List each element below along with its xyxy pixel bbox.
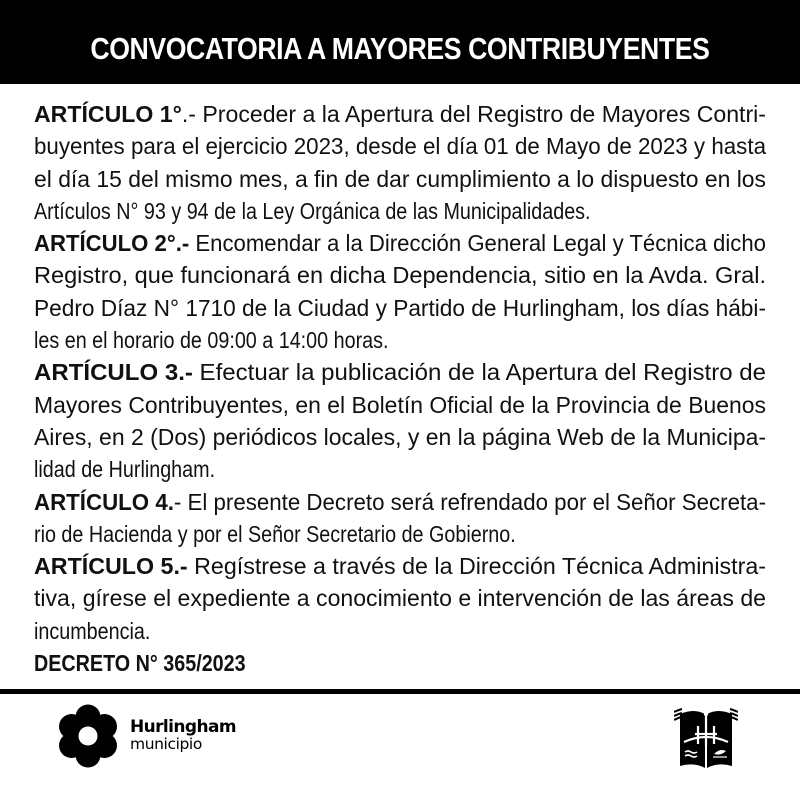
article-heading: ARTÍCULO 1° — [34, 101, 182, 127]
article-5-line — [34, 550, 766, 582]
article-text: Artículos N° 93 y 94 de la Ley Orgánica de las Municipalidades. — [34, 197, 591, 224]
article-text: Encomendar a la Dirección General Legal y Técnica dicho — [189, 230, 767, 257]
article-3-line — [34, 453, 766, 485]
article-heading: ARTÍCULO 4. — [34, 488, 174, 515]
article-text: Regístrese a través de la Dirección Técnica Administra- — [187, 553, 766, 580]
article-3-line — [34, 389, 766, 421]
article-text: el día 15 del mismo mes, a fin de dar cumplimiento a lo dispuesto en los — [34, 165, 766, 192]
article-heading: DECRETO N° 365/2023 — [34, 650, 246, 677]
article-text: buyentes para el ejercicio 2023, desde el día 01 de Mayo de 2023 y hasta — [34, 133, 766, 160]
article-1-line — [34, 163, 766, 195]
article-3-line — [34, 421, 766, 453]
article-text: Aires, en 2 (Dos) periódicos locales, y en la página Web de la Municipa- — [34, 423, 766, 450]
article-1-line — [34, 195, 766, 227]
municipio-logo — [56, 704, 236, 768]
article-heading: ARTÍCULO 3.- — [34, 359, 193, 386]
article-text: incumbencia. — [34, 617, 151, 644]
footer-divider — [0, 689, 800, 694]
document-body — [34, 98, 766, 679]
article-text: - El presente Decreto será refrendado por el Señor Secreta- — [173, 488, 766, 515]
article-text: les en el horario de 09:00 a 14:00 horas. — [34, 327, 389, 354]
article-2-line — [34, 227, 766, 259]
article-text: lidad de Hurlingham. — [34, 456, 216, 483]
article-text: Pedro Díaz N° 1710 de la Ciudad y Partido de Hurlingham, los días hábi- — [34, 294, 766, 321]
article-2-line — [34, 292, 766, 324]
article-2-line — [34, 259, 766, 291]
crest-icon — [674, 704, 738, 772]
article-heading: ARTÍCULO 2°.- — [34, 230, 190, 257]
article-1-line — [34, 130, 766, 162]
brand-name: Hurlingham — [130, 717, 236, 738]
article-text: Efectuar la publicación de la Apertura del Registro de — [192, 359, 766, 386]
brand-subtitle: municipio — [130, 735, 202, 754]
article-text: tiva, gírese el expediente a conocimiento e intervención de las áreas de — [34, 585, 766, 612]
article-1-line — [34, 98, 766, 130]
decree-number — [34, 647, 766, 679]
article-text: rio de Hacienda y por el Señor Secretario de Gobierno. — [34, 520, 516, 547]
article-text: .- Proceder a la Apertura del Registro de Mayores Contri- — [181, 101, 766, 127]
flower-icon — [56, 704, 120, 768]
article-heading: ARTÍCULO 5.- — [34, 553, 188, 580]
article-text: Registro, que funcionará en dicha Dependencia, sitio en la Avda. Gral. — [34, 262, 766, 289]
article-5-line — [34, 582, 766, 614]
article-4-line — [34, 486, 766, 518]
article-2-line — [34, 324, 766, 356]
article-3-line — [34, 356, 766, 388]
page-title: CONVOCATORIA A MAYORES CONTRIBUYENTES — [90, 31, 710, 66]
article-5-line — [34, 615, 766, 647]
article-4-line — [34, 518, 766, 550]
header-banner — [0, 0, 800, 84]
article-text: Mayores Contribuyentes, en el Boletín Oficial de la Provincia de Buenos — [34, 391, 766, 418]
